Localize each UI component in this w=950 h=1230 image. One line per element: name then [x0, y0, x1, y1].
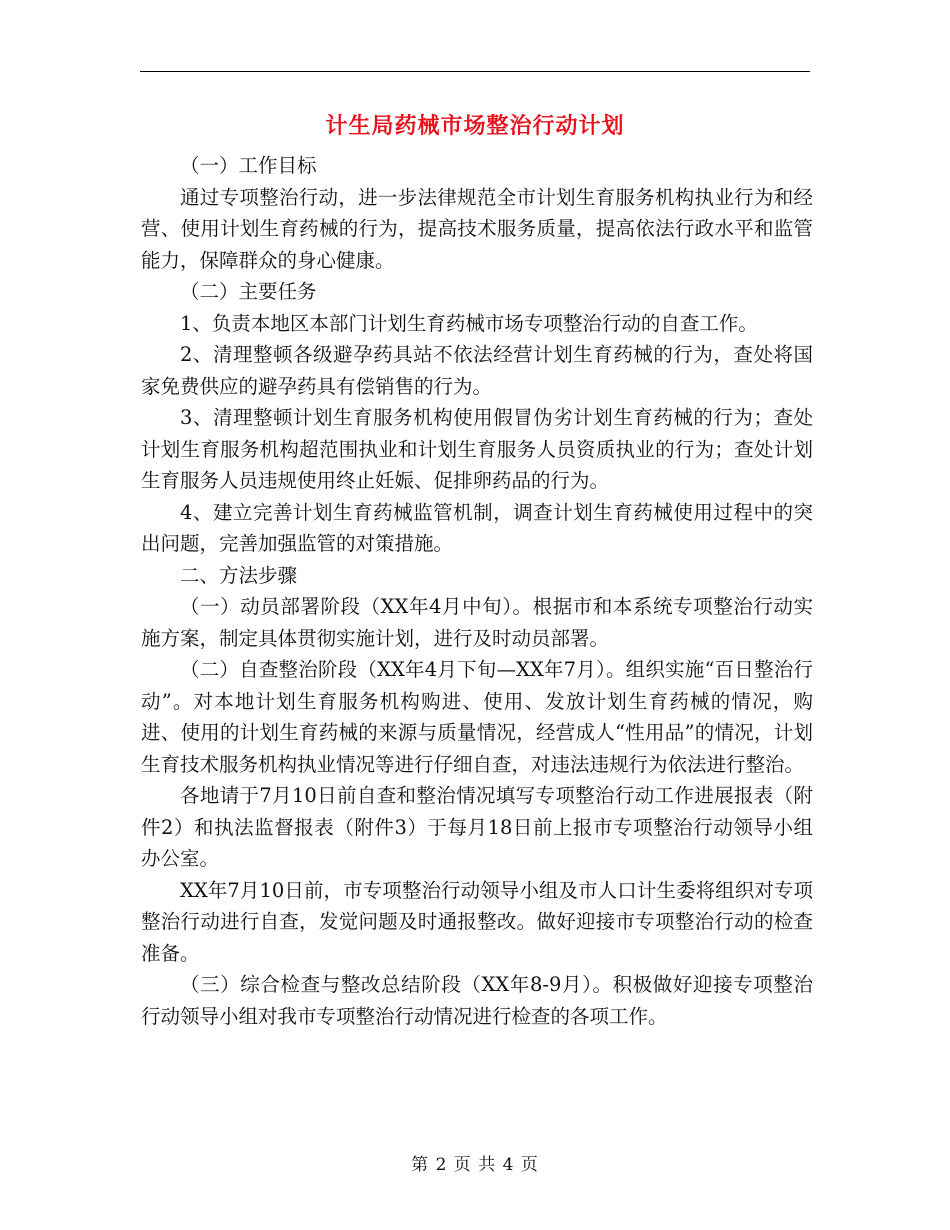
paragraph-task-4: 4、建立完善计划生育药械监管机制，调查计划生育药械使用过程中的突出问题，完善加强监管的对策措施。	[141, 500, 813, 555]
paragraph-task-2: 2、清理整顿各级避孕药具站不依法经营计划生育药械的行为，查处将国家免费供应的避孕药具有偿销售的行为。	[141, 343, 813, 398]
paragraph-task-1: 1、负责本地区本部门计划生育药械市场专项整治行动的自查工作。	[180, 311, 758, 335]
heading-work-goal: （一）工作目标	[180, 154, 317, 177]
page-number: 第 2 页 共 4 页	[411, 1155, 539, 1175]
paragraph-goal-text: 通过专项整治行动，进一步法律规范全市计划生育服务机构执业行为和经营、使用计划生育药械的行为，提高技术服务质量，提高依法行政水平和监管能力，保障群众的身心健康。	[141, 185, 813, 272]
heading-main-tasks: （二）主要任务	[180, 280, 317, 303]
paragraph-stage-3: （三）综合检查与整改总结阶段（XX年8-9月）。积极做好迎接专项整治行动领导小组对我市专项整治行动情况进行检查的各项工作。	[141, 973, 813, 1028]
paragraph-task-3: 3、清理整顿计划生育服务机构使用假冒伪劣计划生育药械的行为；查处计划生育服务机构超范围执业和计划生育服务人员资质执业的行为；查处计划生育服务人员违规使用终止妊娠、促排卵药品的行为。	[141, 406, 813, 492]
document-body	[141, 150, 813, 1032]
paragraph-reporting: 各地请于7月10日前自查和整治情况填写专项整治行动工作进展报表（附件2）和执法监督报表（附件3）于每月18日前上报市专项整治行动领导小组办公室。	[141, 784, 813, 870]
header-rule	[140, 71, 810, 72]
paragraph-stage-2: （二）自查整治阶段（XX年4月下旬—XX年7月）。组织实施“百日整治行动”。对本地计划生育服务机构购进、使用、发放计划生育药械的情况，购进、使用的计划生育药械的来源与质量情况，经营成人“性用品”的情况，计划生育技术服务机构执业情况等进行仔细自查，对违法违规行为依法进行整治。	[141, 658, 813, 776]
paragraph-stage-1: （一）动员部署阶段（XX年4月中旬）。根据市和本系统专项整治行动实施方案，制定具体贯彻实施计划，进行及时动员部署。	[141, 595, 813, 650]
document-title: 计生局药械市场整治行动计划	[325, 114, 625, 139]
heading-method-steps: 二、方法步骤	[180, 563, 298, 587]
paragraph-inspection-prep: XX年7月10日前，市专项整治行动领导小组及市人口计生委将组织对专项整治行动进行自查，发觉问题及时通报整改。做好迎接市专项整治行动的检查准备。	[141, 878, 813, 965]
